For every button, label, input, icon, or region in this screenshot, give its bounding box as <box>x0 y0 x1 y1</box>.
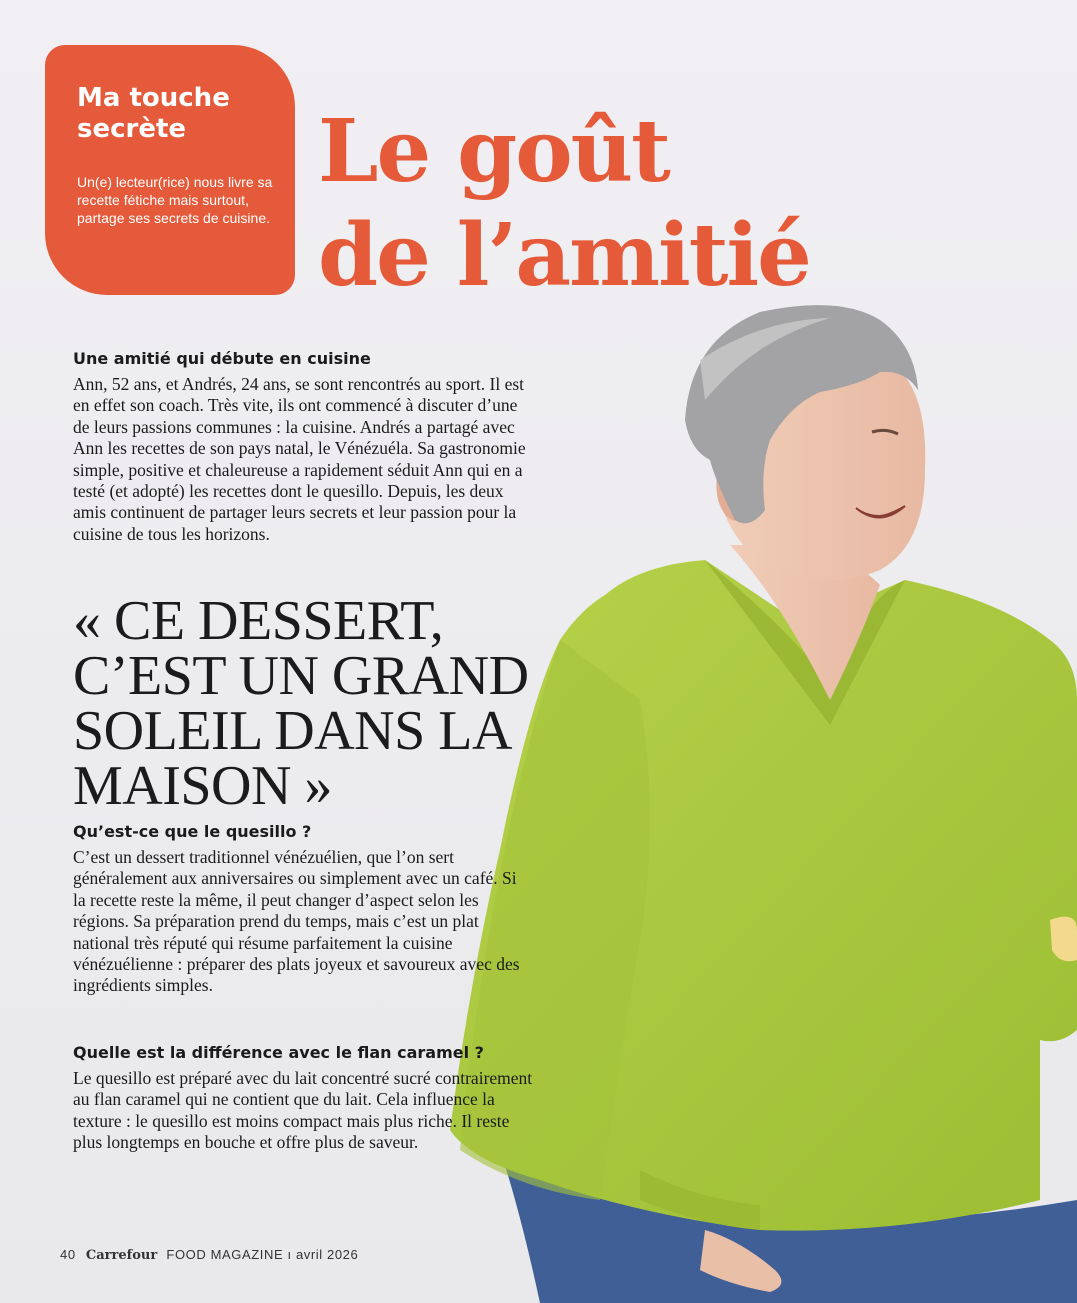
brand-name: Carrefour <box>85 1248 158 1263</box>
title-line-1: Le goût <box>318 101 669 202</box>
section1-body: Ann, 52 ans, et Andrés, 24 ans, se sont rencontrés au sport. Il est en effet son coach. Très vite, ils ont commencé à discuter d’une de leurs passions communes : la cuisine. Andrés a partagé avec Ann les recettes de son pays natal, le Vénézuéla. Sa gastronomie simple, positive et chaleureuse a rapidement séduit Ann qui en a testé (et adopté) les recettes dont le quesillo. Depuis, les deux amis continuent de partager leurs secrets et leur passion pour la cuisine de tous les horizons. <box>73 374 526 544</box>
footer-separator: ı <box>287 1247 292 1262</box>
section3-body: Le quesillo est préparé avec du lait concentré sucré contrairement au flan caramel qui ne contient que du lait. Cela influence la texture : le quesillo est moins compact mais plus riche. Il reste plus longtemps en bouche et offre plus de saveur. <box>73 1068 533 1153</box>
tag-title: Ma touche secrète <box>77 83 230 144</box>
page-footer <box>60 1247 358 1263</box>
pull-quote: « CE DESSERT, C’EST UN GRAND SOLEIL DANS LA MAISON » <box>73 590 529 817</box>
issue-date: avril 2026 <box>295 1247 359 1262</box>
section-tag-box <box>45 45 295 295</box>
page-number: 40 <box>60 1247 76 1262</box>
tag-description: Un(e) lecteur(rice) nous livre sa recette fétiche mais surtout, partage ses secrets de cuisine. <box>77 174 273 226</box>
section1-heading: Une amitié qui débute en cuisine <box>73 349 371 368</box>
page-title <box>318 100 878 308</box>
title-line-2: de l’amitié <box>318 205 810 306</box>
section3-heading: Quelle est la différence avec le flan caramel ? <box>73 1043 484 1062</box>
magazine-name: FOOD MAGAZINE <box>166 1247 284 1262</box>
section2-body: C’est un dessert traditionnel vénézuélien, que l’on sert généralement aux anniversaires ou simplement avec un café. Si la recette reste la même, il peut changer d’aspect selon les régions. Sa préparation prend du temps, mais c’est un plat national très réputé qui résume parfaitement la cuisine vénézuélienne : préparer des plats joyeux et savoureux avec des ingrédients simples. <box>73 847 520 996</box>
section2-heading: Qu’est-ce que le quesillo ? <box>73 822 312 841</box>
